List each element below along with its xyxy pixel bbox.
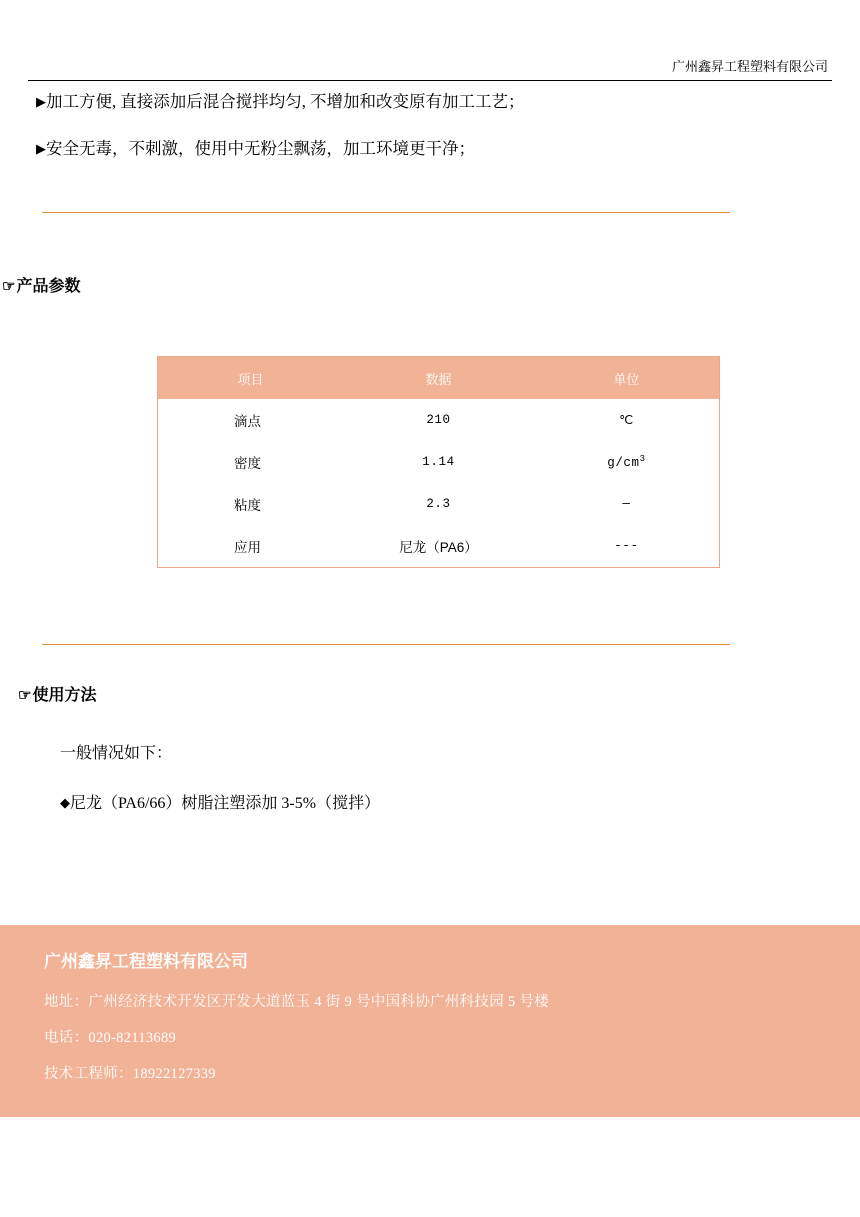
cell-unit: — — [622, 497, 631, 511]
triangle-right-icon: ▶ — [36, 140, 46, 156]
table-row — [158, 525, 719, 567]
list-item — [36, 90, 826, 115]
pointing-hand-icon: ☞ — [2, 279, 16, 295]
section-heading-usage — [18, 682, 96, 705]
column-header-unit: 单位 — [534, 357, 719, 399]
table-row — [158, 441, 719, 483]
cell-item: 粘度 — [234, 498, 261, 513]
cell-data: 2.3 — [426, 497, 451, 511]
cell-unit: $g/cm^3$ — [607, 453, 646, 471]
cell-unit: --- — [614, 539, 639, 553]
triangle-right-icon: ▶ — [36, 94, 46, 109]
parameters-table — [157, 356, 720, 568]
cell-data: 尼龙（PA6） — [399, 540, 478, 555]
section-divider-bottom — [42, 644, 730, 645]
section-divider-top — [42, 212, 730, 213]
page-header-company: 广州鑫昇工程塑料有限公司 — [671, 59, 828, 74]
list-item — [36, 137, 826, 162]
column-header-data: 数据 — [343, 357, 534, 399]
table-row — [158, 399, 719, 441]
bullet-text: 安全无毒，不刺激，使用中无粉尘飘荡，加工环境更干净； — [46, 138, 475, 158]
section-title-text: 使用方法 — [32, 687, 97, 704]
feature-bullet-list — [36, 90, 826, 184]
page-footer — [0, 925, 860, 1117]
pointing-hand-icon: ☞ — [18, 688, 32, 704]
table-header-row — [158, 357, 719, 399]
cell-data: 210 — [426, 413, 451, 427]
cell-item: 滴点 — [234, 414, 261, 429]
cell-item: 应用 — [234, 540, 261, 555]
diamond-icon: ◆ — [60, 795, 70, 810]
footer-phone: 电话：020-82113689 — [44, 1030, 177, 1046]
column-header-item: 项目 — [158, 357, 343, 399]
usage-item — [60, 790, 380, 813]
cell-item: 密度 — [234, 456, 261, 471]
table-row — [158, 483, 719, 525]
cell-data: 1.14 — [422, 455, 455, 469]
usage-item-text: 尼龙（PA6/66）树脂注塑添加 3-5%（搅拌） — [70, 795, 381, 812]
section-heading-parameters — [2, 273, 80, 296]
footer-address: 地址：广州经济技术开发区开发大道蓝玉 4 街 9 号中国科协广州科技园 5 号楼 — [44, 994, 549, 1010]
cell-unit: ℃ — [619, 414, 634, 428]
usage-general-text: 一般情况如下： — [60, 745, 173, 762]
footer-company-name: 广州鑫昇工程塑料有限公司 — [44, 952, 248, 971]
bullet-text: 加工方便, 直接添加后混合搅拌均匀, 不增加和改变原有加工工艺； — [46, 92, 525, 111]
section-title-text: 产品参数 — [16, 278, 81, 295]
header-divider — [28, 80, 832, 81]
footer-engineer: 技术工程师：18922127339 — [44, 1066, 216, 1082]
